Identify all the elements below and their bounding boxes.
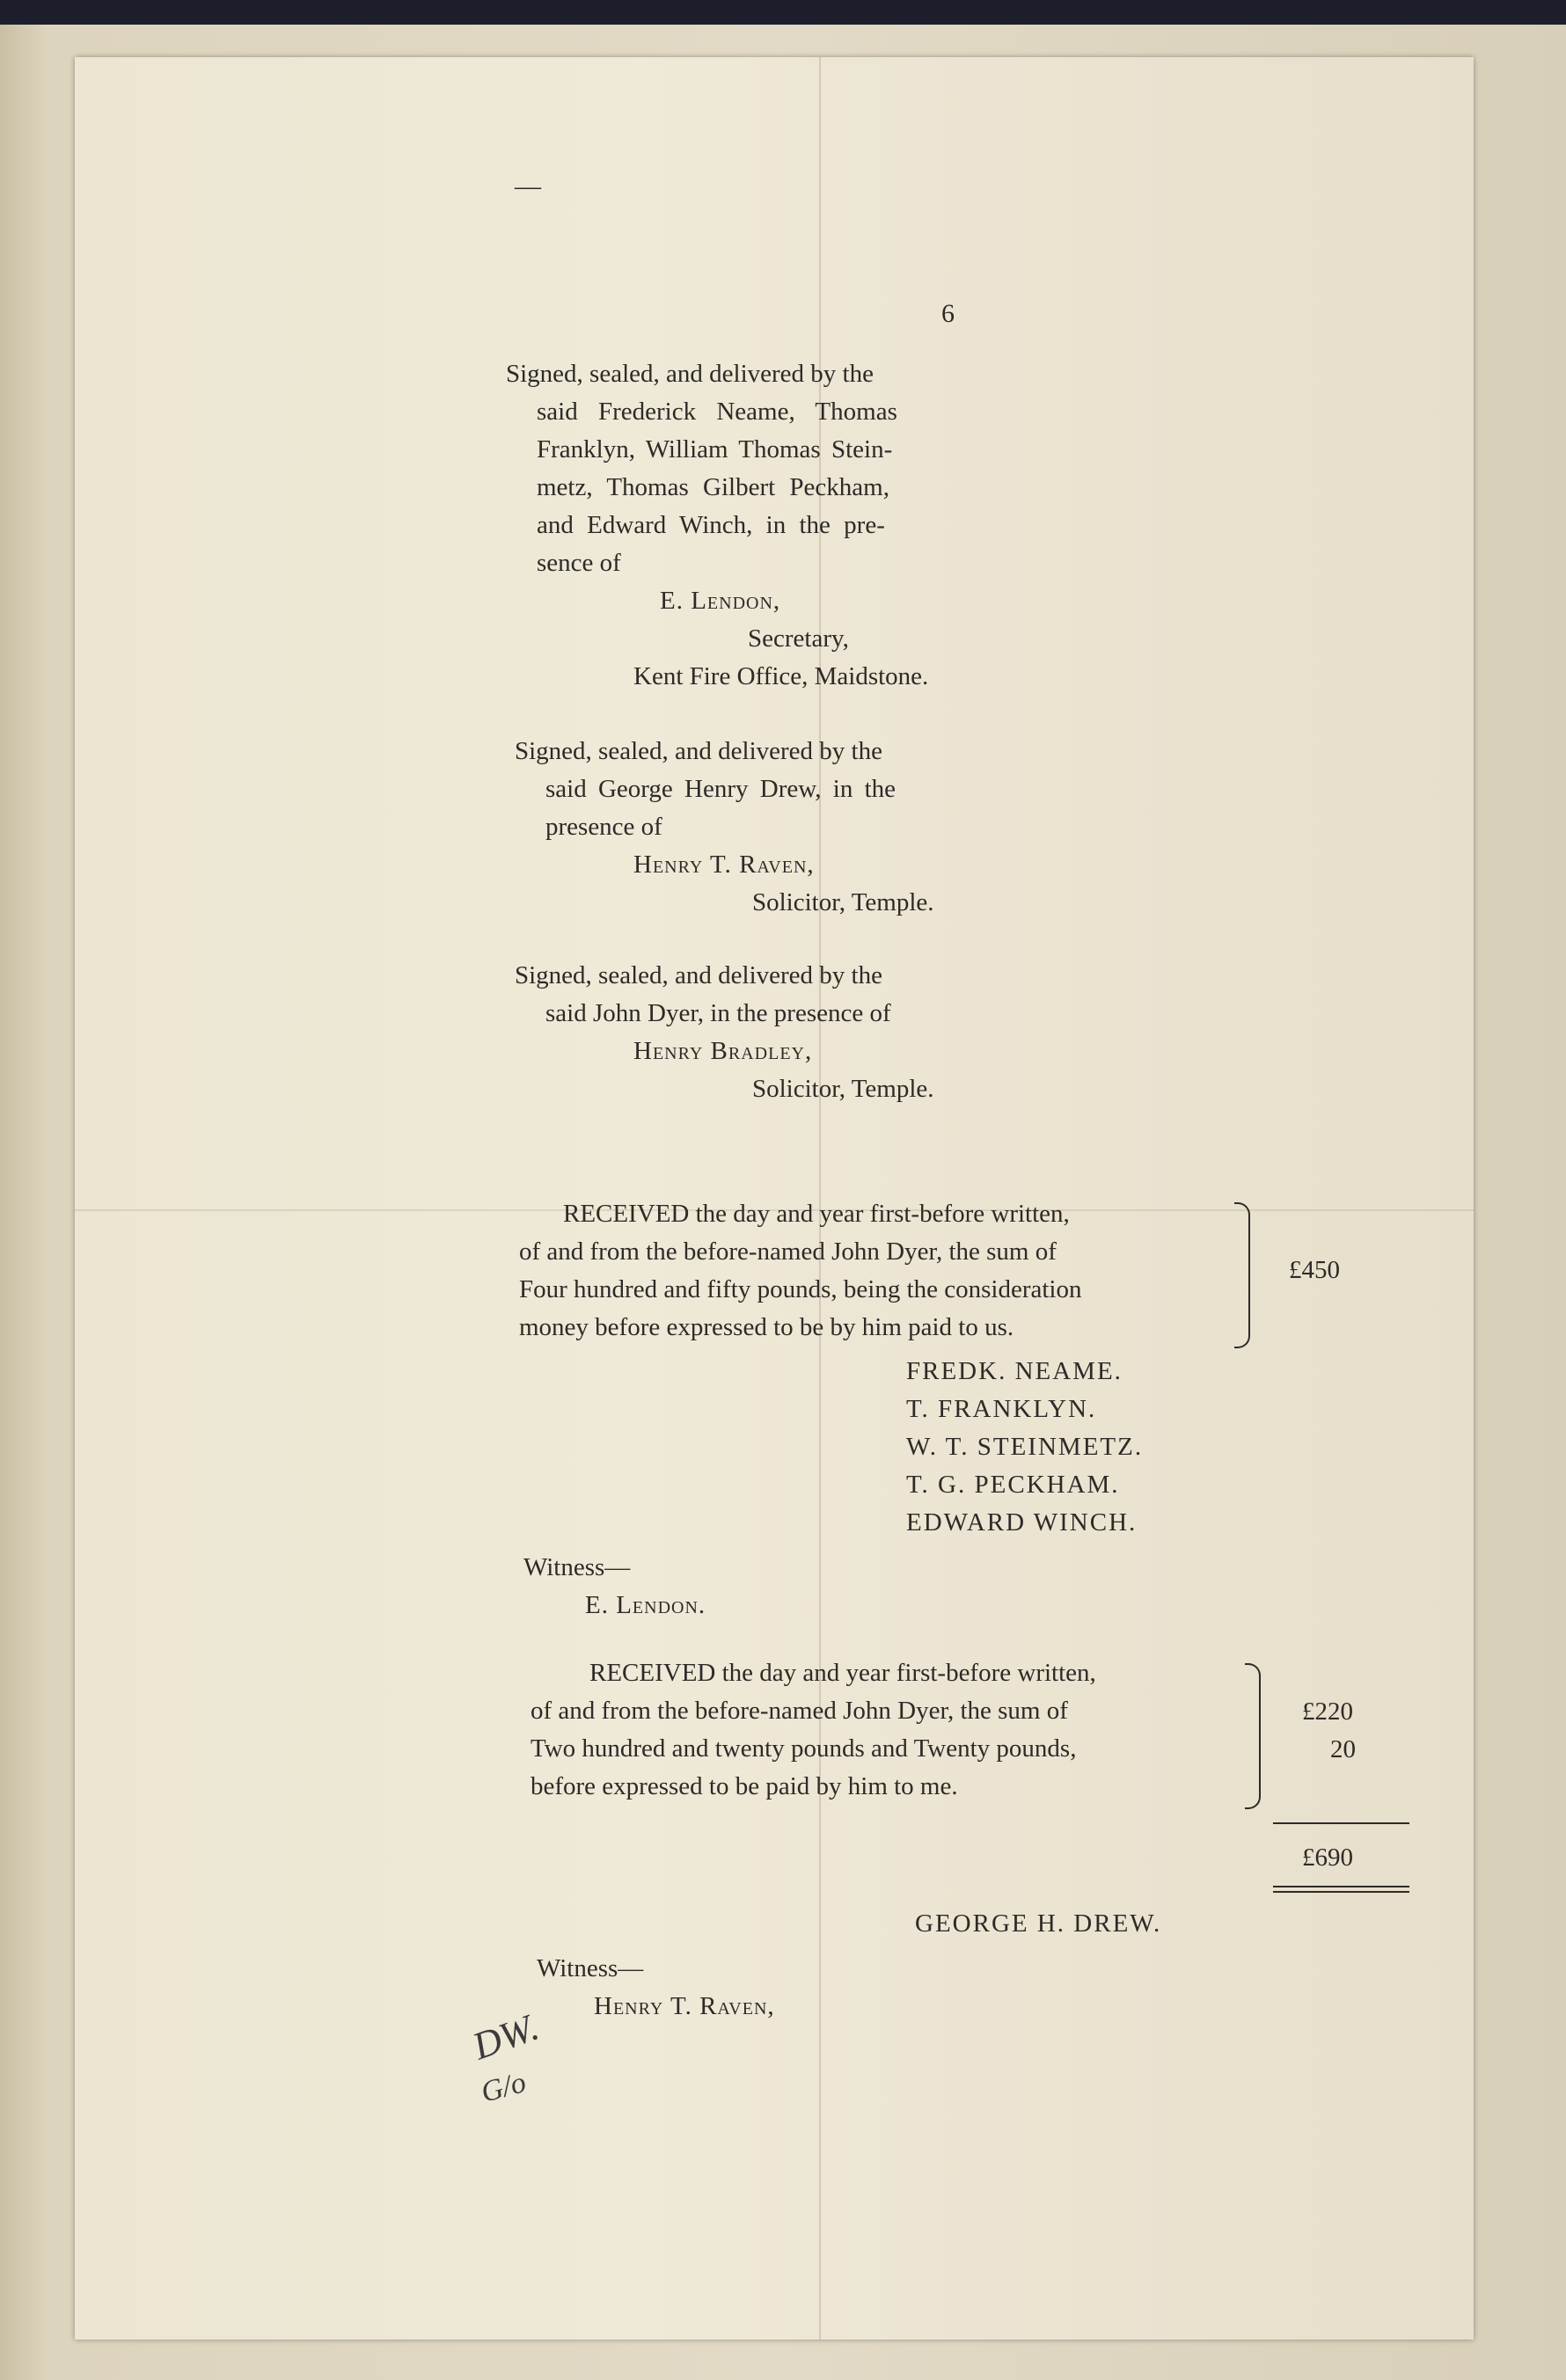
block2-witness-name: Henry T. Raven, bbox=[633, 851, 815, 879]
block1-line-6: sence of bbox=[537, 549, 621, 577]
receipt1-brace bbox=[1234, 1202, 1250, 1348]
block1-witness-place: Kent Fire Office, Maidstone. bbox=[633, 662, 929, 690]
receipt2-total: £690 bbox=[1302, 1843, 1353, 1872]
block2-line-2: said George Henry Drew, in the bbox=[545, 775, 896, 803]
receipt2-witness-name: Henry T. Raven, bbox=[594, 1992, 775, 2020]
block3-line-2: said John Dyer, in the presence of bbox=[545, 999, 891, 1027]
signatory-1: FREDK. NEAME. bbox=[906, 1357, 1123, 1385]
block2-line-3: presence of bbox=[545, 813, 662, 841]
receipt1-witness-label: Witness— bbox=[523, 1553, 631, 1581]
receipt2-amount-1: £220 bbox=[1302, 1697, 1353, 1726]
pencil-note: G/o bbox=[477, 2066, 530, 2109]
block1-line-3: Franklyn, William Thomas Stein- bbox=[537, 435, 893, 464]
receipt2-line-2: of and from the before-named John Dyer, the sum of bbox=[531, 1697, 1068, 1725]
receipt2-line-3: Two hundred and twenty pounds and Twenty pounds, bbox=[531, 1734, 1077, 1763]
block1-line-1: Signed, sealed, and delivered by the bbox=[506, 360, 874, 388]
document-page bbox=[75, 57, 1474, 2340]
block3-line-1: Signed, sealed, and delivered by the bbox=[515, 961, 882, 989]
page-number: 6 bbox=[941, 299, 955, 328]
pencil-initials: DW. bbox=[466, 2004, 545, 2069]
block1-witness-title: Secretary, bbox=[748, 624, 849, 653]
receipt1-line-3: Four hundred and fifty pounds, being the consideration bbox=[519, 1275, 1082, 1303]
block2-line-1: Signed, sealed, and delivered by the bbox=[515, 737, 882, 765]
receipt2-amount-2: 20 bbox=[1330, 1735, 1356, 1763]
receipt2-brace bbox=[1245, 1663, 1261, 1809]
receipt2-line-4: before expressed to be paid by him to me. bbox=[531, 1772, 958, 1800]
receipt1-line-2: of and from the before-named John Dyer, the sum of bbox=[519, 1237, 1057, 1266]
receipt2-line-1: RECEIVED the day and year first-before written, bbox=[589, 1659, 1096, 1687]
block1-line-2: said Frederick Neame, Thomas bbox=[537, 398, 897, 426]
block3-witness-name: Henry Bradley, bbox=[633, 1037, 813, 1065]
receipt1-witness-name: E. Lendon. bbox=[585, 1591, 706, 1619]
block1-line-5: and Edward Winch, in the pre- bbox=[537, 511, 885, 539]
total-rule-1 bbox=[1273, 1886, 1409, 1887]
receipt1-line-4: money before expressed to be by him paid to us. bbox=[519, 1313, 1014, 1341]
signatory-5: EDWARD WINCH. bbox=[906, 1508, 1138, 1537]
receipt1-amount: £450 bbox=[1289, 1256, 1340, 1284]
signatory-4: T. G. PECKHAM. bbox=[906, 1471, 1120, 1499]
block2-witness-title: Solicitor, Temple. bbox=[752, 888, 934, 916]
receipt2-witness-label: Witness— bbox=[537, 1954, 644, 1982]
block1-line-4: metz, Thomas Gilbert Peckham, bbox=[537, 473, 889, 501]
total-rule-2 bbox=[1273, 1891, 1409, 1893]
header-dash: — bbox=[515, 172, 541, 201]
sum-rule bbox=[1273, 1822, 1409, 1824]
signatory-drew: GEORGE H. DREW. bbox=[915, 1909, 1162, 1938]
block3-witness-title: Solicitor, Temple. bbox=[752, 1075, 934, 1103]
receipt1-line-1: RECEIVED the day and year first-before written, bbox=[563, 1200, 1070, 1228]
signatory-2: T. FRANKLYN. bbox=[906, 1395, 1097, 1423]
signatory-3: W. T. STEINMETZ. bbox=[906, 1433, 1144, 1461]
block1-witness-name: E. Lendon, bbox=[660, 587, 781, 615]
